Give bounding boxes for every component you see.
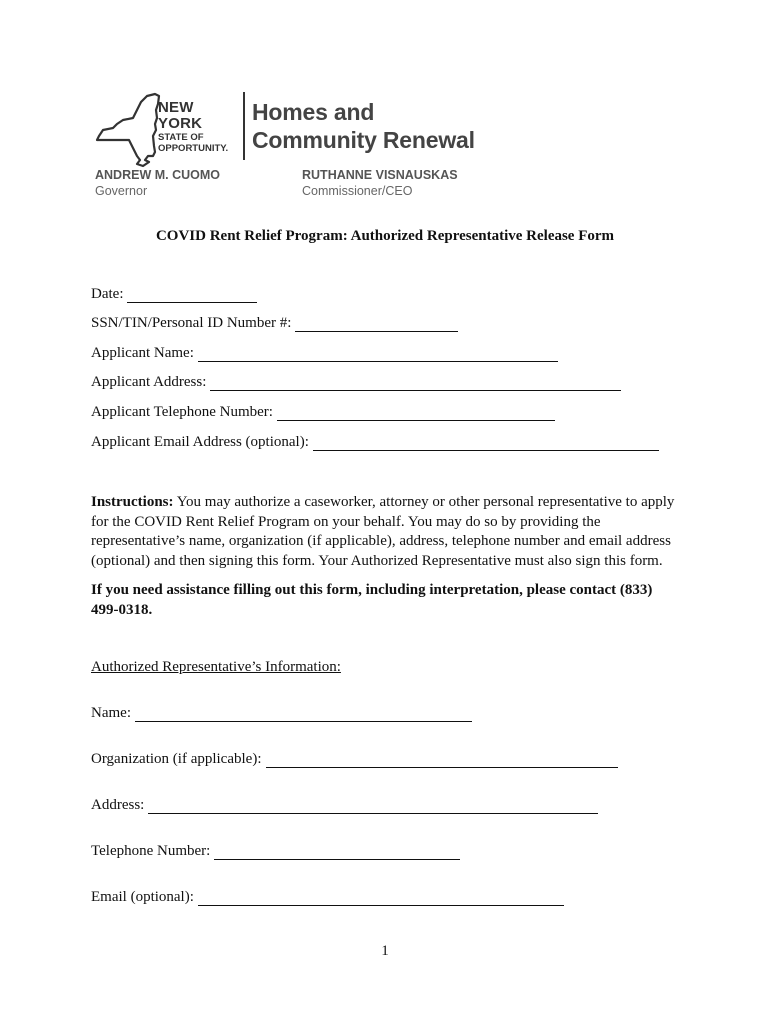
ssn-field (91, 315, 458, 332)
rep-organization-label: Organization (if applicable): (91, 751, 262, 767)
rep-name-input-line[interactable] (135, 707, 472, 722)
ny-state-line1: NEW YORK (158, 99, 203, 132)
rep-organization-input-line[interactable] (266, 753, 618, 768)
instructions-label: Instructions: (91, 494, 174, 510)
rep-organization-field (91, 751, 618, 768)
rep-telephone-input-line[interactable] (214, 845, 460, 860)
assistance-notice: If you need assistance filling out this form, including interpretation, please contact (833) 499-0318. (91, 582, 653, 618)
applicant-email-field (91, 434, 659, 451)
ny-state-line2: STATE OF (158, 132, 204, 143)
rep-address-input-line[interactable] (148, 799, 598, 814)
rep-name-field (91, 705, 472, 722)
rep-name-label: Name: (91, 705, 131, 721)
page-number: 1 (381, 943, 389, 959)
rep-section-title: Authorized Representative’s Information: (91, 659, 341, 675)
logo-divider (243, 92, 245, 160)
ny-state-wordmark (158, 100, 240, 154)
applicant-address-field (91, 374, 621, 391)
rep-email-label: Email (optional): (91, 889, 194, 905)
rep-email-input-line[interactable] (198, 891, 564, 906)
instructions-paragraph (91, 493, 681, 571)
applicant-telephone-label: Applicant Telephone Number: (91, 404, 273, 420)
form-title: COVID Rent Relief Program: Authorized Representative Release Form (155, 228, 615, 244)
applicant-address-input-line[interactable] (210, 376, 621, 391)
date-field (91, 286, 257, 303)
commissioner-title: Commissioner/CEO (302, 184, 413, 198)
ny-state-line3: OPPORTUNITY. (158, 143, 229, 154)
ssn-label: SSN/TIN/Personal ID Number #: (91, 315, 292, 331)
commissioner-name: RUTHANNE VISNAUSKAS (302, 168, 458, 182)
governor-title: Governor (95, 184, 148, 198)
date-label: Date: (91, 286, 124, 302)
applicant-email-label: Applicant Email Address (optional): (91, 434, 309, 450)
new-york-state-map-logo (93, 90, 161, 170)
instructions-text: You may authorize a caseworker, attorney or other personal representative to apply for the COVID Rent Relief Program on your behalf. You may do so by providing the representative’s name, organization (if applicable), address, telephone number and email address (optional) and then signing this form. Your Authorized Representative must also sign this form. (91, 494, 675, 569)
applicant-name-input-line[interactable] (198, 347, 558, 362)
applicant-email-input-line[interactable] (313, 436, 659, 451)
governor-name: ANDREW M. CUOMO (95, 168, 220, 182)
rep-address-field (91, 797, 598, 814)
applicant-address-label: Applicant Address: (91, 374, 207, 390)
applicant-name-label: Applicant Name: (91, 345, 194, 361)
agency-line2: Community Renewal (252, 127, 475, 153)
rep-email-field (91, 889, 564, 906)
rep-telephone-field (91, 843, 460, 860)
agency-line1: Homes and (252, 99, 375, 125)
applicant-telephone-field (91, 404, 555, 421)
applicant-name-field (91, 345, 558, 362)
ssn-input-line[interactable] (295, 317, 458, 332)
rep-address-label: Address: (91, 797, 145, 813)
date-input-line[interactable] (127, 288, 257, 303)
rep-telephone-label: Telephone Number: (91, 843, 211, 859)
applicant-telephone-input-line[interactable] (277, 406, 555, 421)
agency-wordmark (252, 98, 475, 154)
